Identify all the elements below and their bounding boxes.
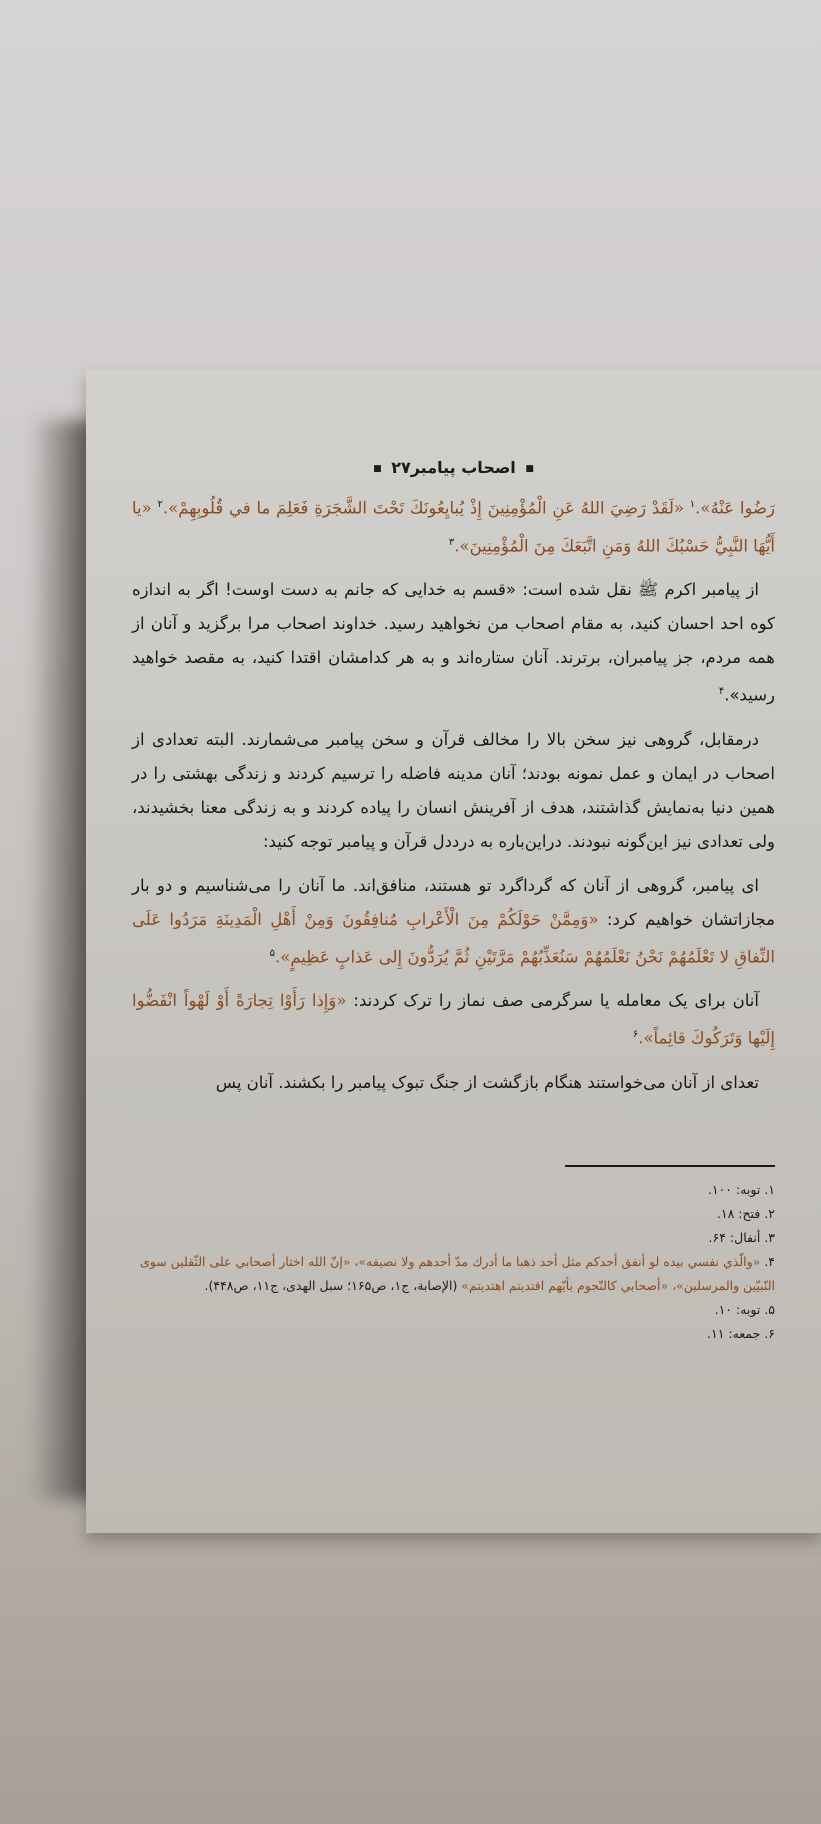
header-marker-left: ■ (373, 463, 382, 474)
footnote-ref: ۵ (269, 947, 275, 959)
footnote-1 (132, 1178, 775, 1202)
footnote-number: ۴. (764, 1254, 775, 1269)
paragraph-text: از پیامبر اکرم ﷺ نقل شده است: «قسم به خدایی که جانم به دست اوست! اگر به اندازه کوه احد احسان کنید، به مقام اصحاب من نخواهید رسید. خداوند اصحاب مرا برگزید و آنان از همه مردم، جز پیامبران، برترند. آنان ستاره‌اند و به هر کدامشان اقتدا کنید، به مقصد خواهید رسید». (132, 580, 775, 705)
footnote-ref: ۴ (718, 686, 725, 697)
paragraph-counterview (132, 723, 775, 859)
footnote-ref: ۳ (448, 536, 455, 548)
body-text (132, 488, 775, 1110)
footnote-text: أنفال: ۶۴. (708, 1230, 761, 1245)
paragraph-quran-verses (132, 488, 775, 563)
footnote-number: ۵. (764, 1302, 775, 1317)
footnote-number: ۱. (764, 1182, 775, 1197)
footnote-text: توبه: ۱۰. (714, 1302, 761, 1317)
footnote-2 (132, 1202, 775, 1226)
footnote-number: ۳. (764, 1230, 775, 1245)
paragraph-text: تعدای از آنان می‌خواستند هنگام بازگشت از جنگ تبوک پیامبر را بکشند. آنان پس (215, 1072, 759, 1092)
footnote-text: توبه: ۱۰۰. (707, 1182, 761, 1197)
book-page (86, 370, 821, 1533)
paragraph-text: ای پیامبر، گروهی از آنان که گرداگرد تو هستند، منافق‌اند. ما آنان را می‌شناسیم و دو بار مجازاتشان خواهیم کرد: (132, 875, 775, 929)
footnote-5 (132, 1298, 775, 1322)
footnote-separator (565, 1165, 775, 1167)
paragraph-text: آنان برای یک معامله یا سرگرمی صف نماز را ترک کردند: (346, 991, 759, 1010)
page-number: ۲۷ (391, 458, 411, 477)
footnote-ref: ۶ (632, 1029, 639, 1040)
footnote-text: جمعه: ۱۱. (707, 1326, 761, 1341)
paragraph-hadith (132, 573, 775, 713)
footnote-6 (132, 1322, 775, 1346)
footnote-ref: ۲ (157, 499, 163, 510)
header-title: اصحاب پیامبر (410, 458, 516, 477)
footnote-number: ۶. (764, 1326, 775, 1341)
footnote-number: ۲. (764, 1206, 775, 1221)
footnotes (132, 1178, 775, 1346)
arabic-verse: «يا أَيُّهَا النَّبِيُّ حَسْبُكَ اللهُ وَمَنِ اتَّبَعَكَ مِنَ الْمُؤْمِنِينَ». (132, 498, 775, 555)
arabic-verse: «وَمِمَّنْ حَوْلَكُمْ مِنَ الْأَعْرابِ مُنافِقُونَ وَمِنْ أَهْلِ الْمَدِينَةِ مَرَدُوا عَلَى النِّفاقِ لا تَعْلَمُهُمْ نَحْنُ نَعْلَمُهُمْ سَنُعَذِّبُهُمْ مَرَّتَيْنِ ثُمَّ يُرَدُّونَ إِلى عَذابٍ عَظِيمٍ». (132, 909, 775, 966)
footnote-ref: ۱ (689, 499, 696, 510)
arabic-verse: رَضُوا عَنْهُ». (695, 498, 775, 518)
footnote-text: (الإصابة، ج۱، ص۱۶۵؛ سبل الهدی، ج۱۱، ص۴۴۸). (204, 1278, 462, 1293)
header-marker-right: ■ (525, 463, 534, 474)
footnote-4 (132, 1250, 775, 1298)
paragraph-hypocrites (132, 869, 775, 975)
footnote-arabic: «والّذي نفسي بيده لو أنفق أحدكم مثل أحد ذهبا ما أدرك مدّ أحدهم ولا نصيفه»، «إنّ الله اختار أصحابي على الثّقلين سوى النّبيّين والمرسلين»، «أصحابي كالنّجوم بأيّهم اقتديتم اهتديتم» (139, 1254, 775, 1293)
running-header (86, 458, 821, 477)
paragraph-tabuk (132, 1066, 775, 1100)
footnote-text: فتح: ۱۸. (716, 1206, 761, 1221)
footnote-3 (132, 1226, 775, 1250)
arabic-verse: «وَإِذا رَأَوْا تِجارَةً أَوْ لَهْواً انْفَضُّوا إِلَيْها وَتَرَكُوكَ قائِماً». (132, 991, 775, 1048)
arabic-verse: «لَقَدْ رَضِيَ اللهُ عَنِ الْمُؤْمِنِينَ إِذْ يُبايِعُونَكَ تَحْتَ الشَّجَرَةِ فَعَلِمَ ما في قُلُوبِهِمْ». (162, 498, 690, 518)
paragraph-prayer (132, 984, 775, 1056)
paragraph-text: درمقابل، گروهی نیز سخن بالا را مخالف قرآن و سخن پیامبر می‌شمارند. البته تعدادی از اصحاب در ایمان و عمل نمونه بودند؛ آنان مدینه فاضله را ترسیم کردند و زندگی بهشتی را در همین دنیا به‌نمایش گذاشتند، هدف از آفرینش انسان را پیاده کردند و به زندگی معنا بخشیدند، ولی تعدادی نیز این‌گونه نبودند. دراین‌باره به درددل قرآن و پیامبر توجه کنید: (132, 729, 775, 851)
